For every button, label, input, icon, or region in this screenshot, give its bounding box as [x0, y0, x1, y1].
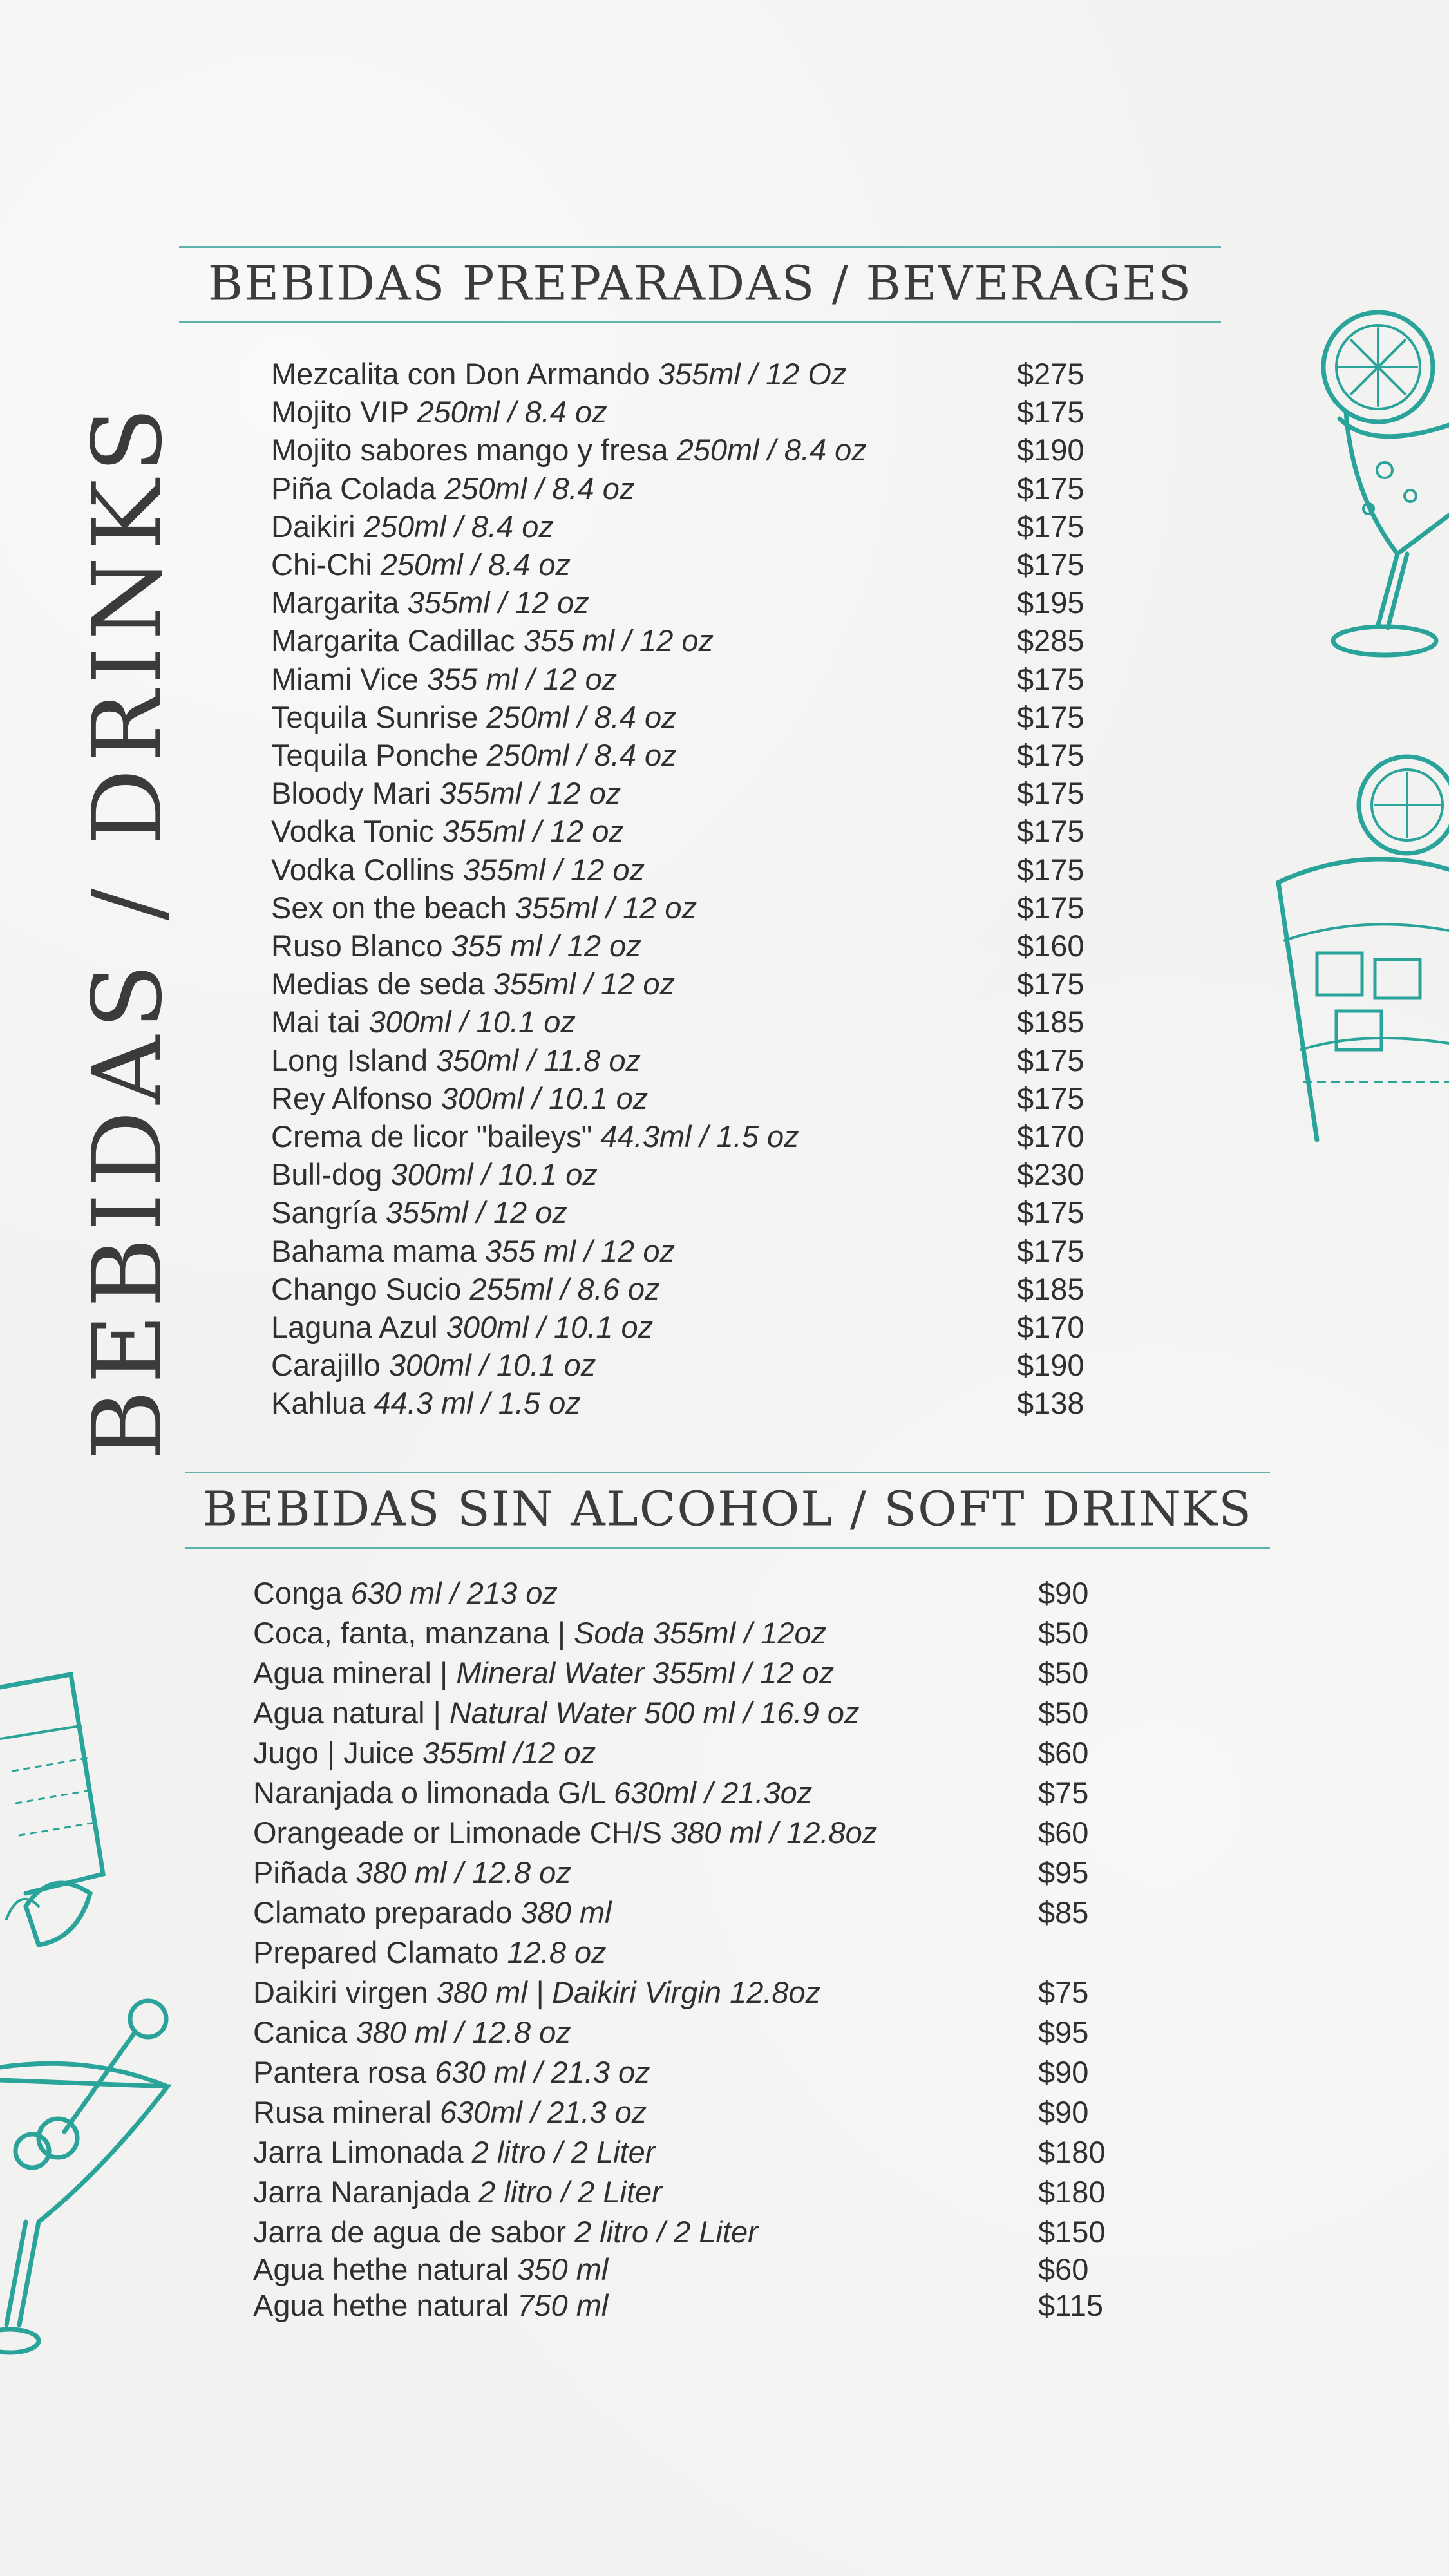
item-price: $60: [1038, 2252, 1089, 2286]
header-rule-bottom: [179, 321, 1221, 323]
item-size: 250ml / 8.4 oz: [486, 738, 677, 772]
item-name: Orangeade or Limonade CH/S: [253, 1815, 670, 1850]
item-price: $160: [1017, 929, 1084, 963]
item-price: $180: [1038, 2135, 1106, 2169]
item-size: 380 ml: [520, 1895, 612, 1929]
shot-glass-lime-icon: [0, 1662, 155, 1958]
item-price: $95: [1038, 1855, 1089, 1889]
menu-item: [271, 359, 846, 389]
item-name: Naranjada o limonada G/L: [253, 1776, 614, 1810]
item-name: Chango Sucio: [271, 1271, 470, 1306]
header-rule-top: [179, 246, 1221, 248]
item-price: $175: [1017, 699, 1084, 734]
item-price: $175: [1017, 814, 1084, 849]
menu-item: [271, 890, 697, 925]
item-size: 300ml / 10.1 oz: [440, 1081, 649, 1115]
item-name: Agua natural |: [253, 1696, 450, 1730]
side-title: BEBIDAS / DRINKS: [72, 401, 183, 1461]
menu-item: [253, 1897, 611, 1927]
item-size: 380 ml / 12.8oz: [670, 1815, 878, 1850]
item-price: $175: [1017, 738, 1084, 772]
menu-item: [271, 1083, 648, 1113]
item-size: 300ml / 10.1 oz: [446, 1310, 654, 1344]
item-price: $75: [1038, 1975, 1089, 2009]
item-name: Mai tai: [271, 1005, 369, 1039]
menu-item: [253, 1977, 820, 2007]
menu-item: [253, 1777, 812, 1808]
item-name: Mojito VIP: [271, 395, 417, 430]
item-name: Coca, fanta, manzana |: [253, 1616, 574, 1650]
item-size: 630ml / 21.3oz: [613, 1776, 813, 1810]
menu-item: [253, 2254, 608, 2284]
item-price: $175: [1017, 852, 1084, 887]
item-price: $175: [1017, 395, 1084, 430]
item-price: $175: [1017, 471, 1084, 506]
item-price: $50: [1038, 1656, 1089, 1690]
item-name: Carajillo: [271, 1348, 389, 1383]
item-name: Kahlua: [271, 1386, 374, 1421]
item-name: Daikiri: [271, 509, 364, 544]
menu-item: [253, 1817, 877, 1848]
cocktail-lime-glass-icon: [1301, 303, 1449, 689]
item-size: 355ml / 12 oz: [407, 585, 589, 620]
menu-item: [271, 661, 618, 696]
menu-item: [271, 931, 641, 961]
menu-item: [253, 2177, 662, 2207]
item-name: Chi-Chi: [271, 547, 381, 582]
menu-item: [271, 433, 867, 468]
item-price: $175: [1017, 967, 1084, 1001]
item-price: $90: [1038, 2095, 1089, 2129]
item-price: $190: [1017, 1348, 1084, 1383]
item-name: Tequila Sunrise: [271, 699, 487, 734]
section-title-beverages: BEBIDAS PREPARADAS / BEVERAGES: [207, 256, 1193, 312]
menu-item: [271, 852, 645, 887]
menu-item: [271, 1045, 641, 1075]
menu-item: [253, 1738, 596, 1768]
item-size: 630 ml / 213 oz: [350, 1576, 558, 1610]
martini-olive-glass-icon: [0, 1990, 180, 2363]
header-rule-top: [185, 1472, 1270, 1473]
menu-item: [271, 549, 571, 580]
menu-item: [271, 473, 634, 504]
section-title-soft-drinks: BEBIDAS SIN ALCOHOL / SOFT DRINKS: [203, 1481, 1253, 1537]
item-name: Conga: [253, 1576, 351, 1610]
item-price: $90: [1038, 2055, 1089, 2089]
item-size: 355ml / 12 oz: [439, 776, 621, 811]
item-size: 355ml / 12 oz: [462, 852, 645, 887]
item-size: 44.3ml / 1.5 oz: [600, 1119, 799, 1153]
item-size: 350 ml: [517, 2252, 609, 2286]
item-size: Soda 355ml / 12oz: [574, 1616, 827, 1650]
item-size: 355ml / 12 oz: [442, 814, 624, 849]
menu-item: [271, 1386, 581, 1421]
item-size: 300ml / 10.1 oz: [388, 1348, 596, 1383]
item-name: Rey Alfonso: [271, 1081, 441, 1115]
item-name: Miami Vice: [271, 661, 428, 696]
item-price: $275: [1017, 357, 1084, 391]
menu-item: [253, 1698, 859, 1728]
menu-item: [271, 625, 714, 656]
item-price: $180: [1038, 2175, 1106, 2209]
item-name: Ruso Blanco: [271, 929, 451, 963]
item-price: $175: [1017, 1195, 1084, 1230]
item-size: 250ml / 8.4 oz: [380, 547, 571, 582]
item-name: Canica: [253, 2015, 356, 2049]
item-name: Jugo | Juice: [253, 1736, 423, 1770]
item-size: Natural Water 500 ml / 16.9 oz: [449, 1696, 860, 1730]
item-name: Sex on the beach: [271, 890, 515, 925]
item-name: Agua mineral |: [253, 1656, 457, 1690]
menu-item: [253, 1618, 826, 1648]
item-size: Mineral Water 355ml / 12 oz: [456, 1656, 835, 1690]
item-size: 255ml / 8.6 oz: [469, 1271, 660, 1306]
item-price: $175: [1017, 509, 1084, 544]
item-name: Piñada: [253, 1855, 356, 1889]
menu-item: [253, 1578, 558, 1608]
item-size: 355ml / 12 oz: [493, 967, 676, 1001]
menu-item: [271, 587, 589, 618]
item-price: $60: [1038, 1736, 1089, 1770]
menu-item: [271, 699, 677, 734]
menu-item: [271, 1271, 660, 1306]
item-name: Mojito sabores mango y fresa: [271, 433, 677, 468]
item-size: 250ml / 8.4 oz: [486, 699, 677, 734]
item-name: Laguna Azul: [271, 1310, 446, 1344]
item-name: Jarra Limonada: [253, 2135, 472, 2169]
item-name: Mezcalita con Don Armando: [271, 357, 658, 391]
item-name: Bahama mama: [271, 1233, 485, 1268]
item-name: Sangría: [271, 1195, 386, 1230]
item-size: 2 litro / 2 Liter: [471, 2135, 656, 2169]
item-price: $185: [1017, 1005, 1084, 1039]
item-price: $50: [1038, 1696, 1089, 1730]
item-name: Vodka Tonic: [271, 814, 442, 849]
item-size: 355ml / 12 oz: [385, 1195, 567, 1230]
item-name: Tequila Ponche: [271, 738, 487, 772]
item-price: $230: [1017, 1157, 1084, 1192]
item-size: 630ml / 21.3 oz: [439, 2095, 647, 2129]
item-price: $285: [1017, 623, 1084, 658]
item-price: $175: [1017, 1233, 1084, 1268]
item-size: 355 ml / 12 oz: [427, 661, 618, 696]
item-name: Pantera rosa: [253, 2055, 435, 2089]
item-name: Jarra Naranjada: [253, 2175, 479, 2209]
item-price: $95: [1038, 2015, 1089, 2049]
item-name: Bloody Mari: [271, 776, 440, 811]
item-size: 750 ml: [517, 2288, 609, 2322]
item-size: 380 ml / 12.8 oz: [355, 2015, 571, 2049]
menu-item: [271, 395, 607, 430]
item-price: $185: [1017, 1271, 1084, 1306]
item-name: Bull-dog: [271, 1157, 391, 1192]
item-price: $175: [1017, 547, 1084, 582]
item-name: Margarita Cadillac: [271, 623, 524, 658]
item-name: Daikiri virgen: [253, 1975, 437, 2009]
item-size: 380 ml / 12.8 oz: [355, 1855, 571, 1889]
item-price: $60: [1038, 1815, 1089, 1850]
item-price: $190: [1017, 433, 1084, 468]
menu-item: [271, 1348, 596, 1383]
menu-item: [271, 969, 675, 999]
item-name: Piña Colada: [271, 471, 445, 506]
item-size: 250ml / 8.4 oz: [676, 433, 867, 468]
item-name: Rusa mineral: [253, 2095, 440, 2129]
item-price: $195: [1017, 585, 1084, 620]
item-price: $115: [1038, 2288, 1104, 2322]
item-size: 250ml / 8.4 oz: [363, 509, 554, 544]
item-size: 355ml / 12 Oz: [658, 357, 847, 391]
menu-item: [253, 2097, 647, 2127]
item-size: 380 ml | Daikiri Virgin 12.8oz: [436, 1975, 821, 2009]
menu-item: [253, 1937, 607, 1967]
menu-item: [253, 2057, 650, 2087]
item-price: $50: [1038, 1616, 1089, 1650]
menu-item: [271, 1121, 799, 1151]
item-price: $150: [1038, 2215, 1106, 2249]
item-size: 355 ml / 12 oz: [523, 623, 714, 658]
item-price: $175: [1017, 776, 1084, 811]
item-name: Jarra de agua de sabor: [253, 2215, 575, 2249]
menu-item: [253, 1857, 571, 1888]
item-price: $90: [1038, 1576, 1089, 1610]
menu-item: [253, 1658, 834, 1688]
menu-item: [271, 1312, 653, 1342]
item-price: $75: [1038, 1776, 1089, 1810]
item-size: 44.3 ml / 1.5 oz: [374, 1386, 581, 1421]
section-header-soft-drinks: [185, 1472, 1270, 1549]
item-size: 250ml / 8.4 oz: [444, 471, 635, 506]
item-name: Crema de licor "baileys": [271, 1119, 601, 1153]
item-size: 2 litro / 2 Liter: [478, 2175, 662, 2209]
section-header-beverages: [179, 246, 1221, 323]
item-size: 355ml / 12 oz: [515, 890, 697, 925]
item-name: Medias de seda: [271, 967, 493, 1001]
item-size: 2 litro / 2 Liter: [574, 2215, 758, 2249]
item-size: 12.8 oz: [507, 1935, 607, 1969]
menu-item: [253, 2137, 655, 2167]
item-name: Long Island: [271, 1043, 437, 1077]
item-price: $175: [1017, 1043, 1084, 1077]
menu-item: [271, 814, 624, 849]
item-name: Clamato preparado: [253, 1895, 521, 1929]
item-size: 300ml / 10.1 oz: [390, 1157, 598, 1192]
menu-item: [271, 1157, 598, 1192]
item-name: Agua hethe natural: [253, 2252, 518, 2286]
menu-item: [271, 1007, 576, 1037]
item-size: 300ml / 10.1 oz: [368, 1005, 576, 1039]
item-price: $85: [1038, 1895, 1089, 1929]
item-name: Agua hethe natural: [253, 2288, 518, 2322]
item-price: $175: [1017, 1081, 1084, 1115]
item-price: $175: [1017, 890, 1084, 925]
item-size: 355 ml / 12 oz: [451, 929, 641, 963]
item-price: $170: [1017, 1310, 1084, 1344]
item-size: 250ml / 8.4 oz: [417, 395, 607, 430]
item-name: Margarita: [271, 585, 408, 620]
menu-item: [253, 2017, 571, 2047]
item-name: Vodka Collins: [271, 852, 463, 887]
item-size: 350ml / 11.8 oz: [436, 1043, 641, 1077]
item-price: $175: [1017, 661, 1084, 696]
item-size: 630 ml / 21.3 oz: [435, 2055, 650, 2089]
item-price: $170: [1017, 1119, 1084, 1153]
item-size: 355 ml / 12 oz: [484, 1233, 675, 1268]
menu-item: [271, 776, 621, 811]
menu-item: [271, 740, 677, 770]
item-price: $138: [1017, 1386, 1084, 1421]
menu-item: [253, 2290, 608, 2320]
menu-item: [271, 1195, 567, 1230]
item-name: Prepared Clamato: [253, 1935, 507, 1969]
header-rule-bottom: [185, 1547, 1270, 1549]
menu-item: [253, 2217, 758, 2247]
menu-item: [271, 511, 554, 542]
item-size: 355ml /12 oz: [422, 1736, 596, 1770]
menu-item: [271, 1233, 675, 1268]
iced-highball-glass-icon: [1265, 747, 1449, 1146]
